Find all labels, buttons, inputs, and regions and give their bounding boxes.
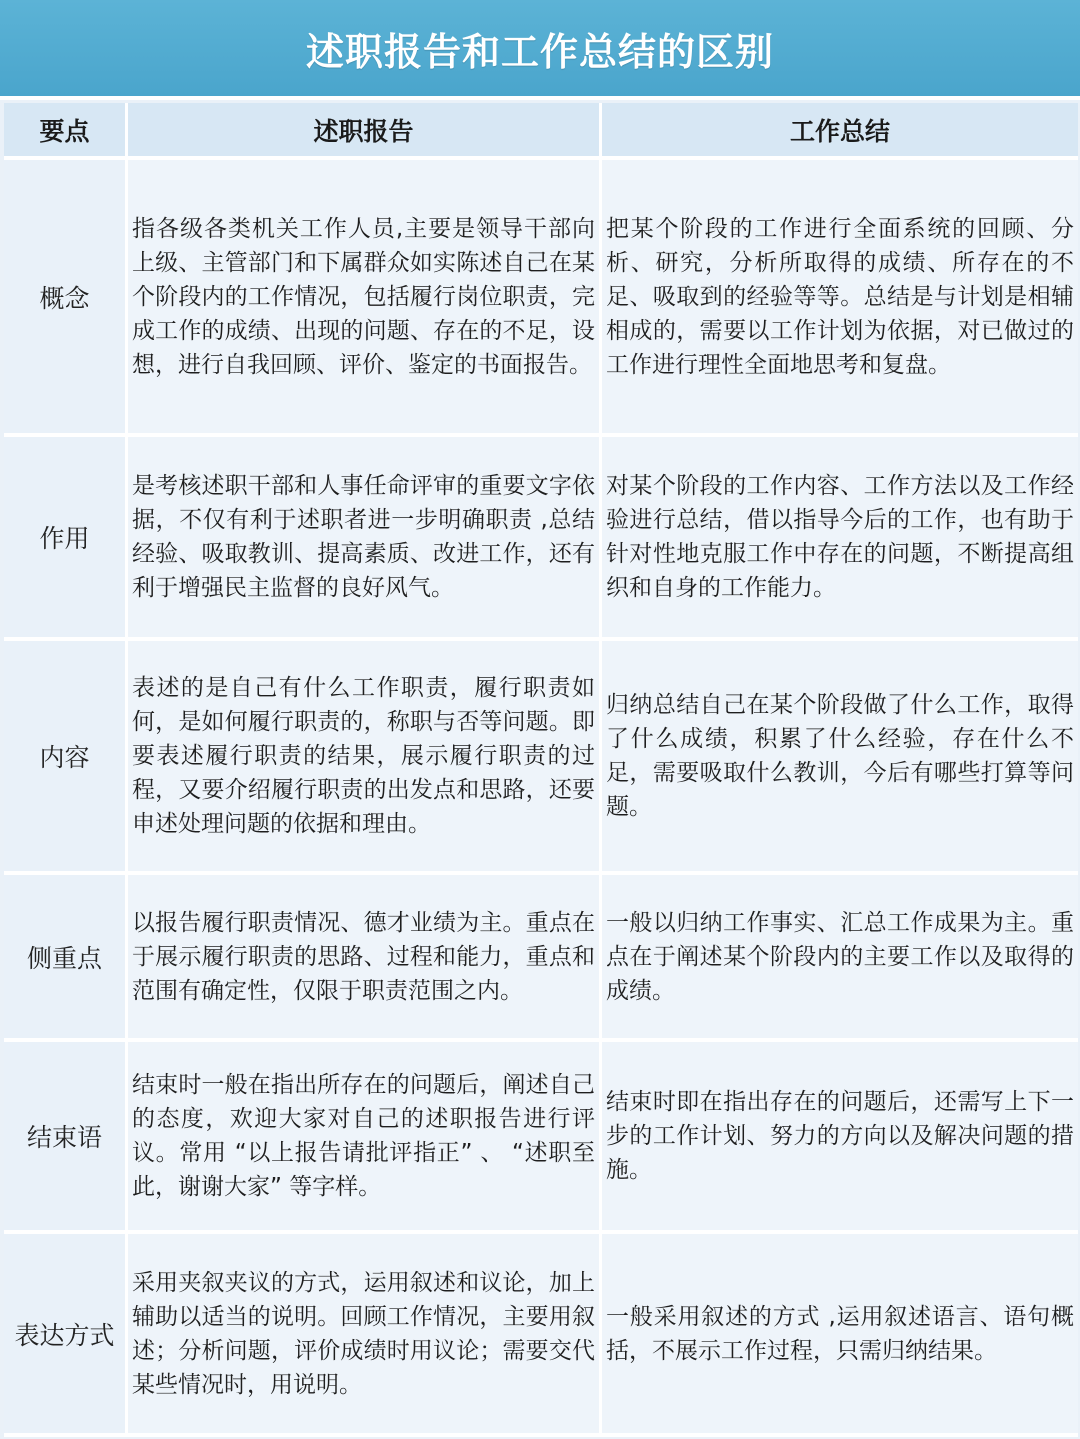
report-cell: 指各级各类机关工作人员,主要是领导干部向上级、主管部门和下属群众如实陈述自己在某个阶段内的工作情况，包括履行岗位职责，完成工作的成绩、出现的问题、存在的不足，设想，进行自我回顾、评价、鉴定的书面报告。 [128,160,602,437]
row-key: 概念 [4,160,128,437]
summary-cell: 把某个阶段的工作进行全面系统的回顾、分析、研究，分析所取得的成绩、所存在的不足、吸取到的经验等等。总结是与计划是相辅相成的，需要以工作计划为依据，对已做过的工作进行理性全面地思考和复盘。 [602,160,1078,437]
summary-cell: 一般采用叙述的方式 ,运用叙述语言、语句概括，不展示工作过程，只需归纳结果。 [602,1234,1078,1437]
header-row [4,103,1078,160]
table-row [4,160,1078,437]
table-row [4,875,1078,1042]
summary-cell: 归纳总结自己在某个阶段做了什么工作，取得了什么成绩，积累了什么经验，存在什么不足，需要吸取什么教训，今后有哪些打算等问题。 [602,641,1078,875]
row-key: 内容 [4,641,128,875]
page-title: 述职报告和工作总结的区别 [305,29,774,74]
report-cell: 采用夹叙夹议的方式，运用叙述和议论，加上辅助以适当的说明。回顾工作情况，主要用叙述；分析问题，评价成绩时用议论；需要交代某些情况时，用说明。 [128,1234,602,1437]
summary-cell: 结束时即在指出存在的问题后，还需写上下一步的工作计划、努力的方向以及解决问题的措施。 [602,1042,1078,1234]
summary-cell: 一般以归纳工作事实、汇总工作成果为主。重点在于阐述某个阶段内的主要工作以及取得的成绩。 [602,875,1078,1042]
summary-cell: 对某个阶段的工作内容、工作方法以及工作经验进行总结，借以指导今后的工作，也有助于针对性地克服工作中存在的问题，不断提高组织和自身的工作能力。 [602,437,1078,641]
table-row [4,437,1078,641]
table-row [4,1234,1078,1437]
header-report: 述职报告 [128,103,602,160]
report-cell: 表述的是自己有什么工作职责，履行职责如何，是如何履行职责的，称职与否等问题。即要表述履行职责的结果，展示履行职责的过程，又要介绍履行职责的出发点和思路，还要申述处理问题的依据和理由。 [128,641,602,875]
row-key: 结束语 [4,1042,128,1234]
row-key: 侧重点 [4,875,128,1042]
report-cell: 是考核述职干部和人事任命评审的重要文字依据，不仅有利于述职者进一步明确职责 ,总结经验、吸取教训、提高素质、改进工作，还有利于增强民主监督的良好风气。 [128,437,602,641]
report-cell: 以报告履行职责情况、德才业绩为主。重点在于展示履行职责的思路、过程和能力，重点和范围有确定性，仅限于职责范围之内。 [128,875,602,1042]
row-key: 作用 [4,437,128,641]
comparison-table [4,103,1078,1437]
header-key: 要点 [4,103,128,160]
header-summary: 工作总结 [602,103,1078,160]
report-cell: 结束时一般在指出所存在的问题后，阐述自己的态度，欢迎大家对自己的述职报告进行评议。常用 “以上报告请批评指正” 、 “述职至此，谢谢大家” 等字样。 [128,1042,602,1234]
table-row [4,641,1078,875]
row-key: 表达方式 [4,1234,128,1437]
table-row [4,1042,1078,1234]
title-banner [0,0,1080,100]
